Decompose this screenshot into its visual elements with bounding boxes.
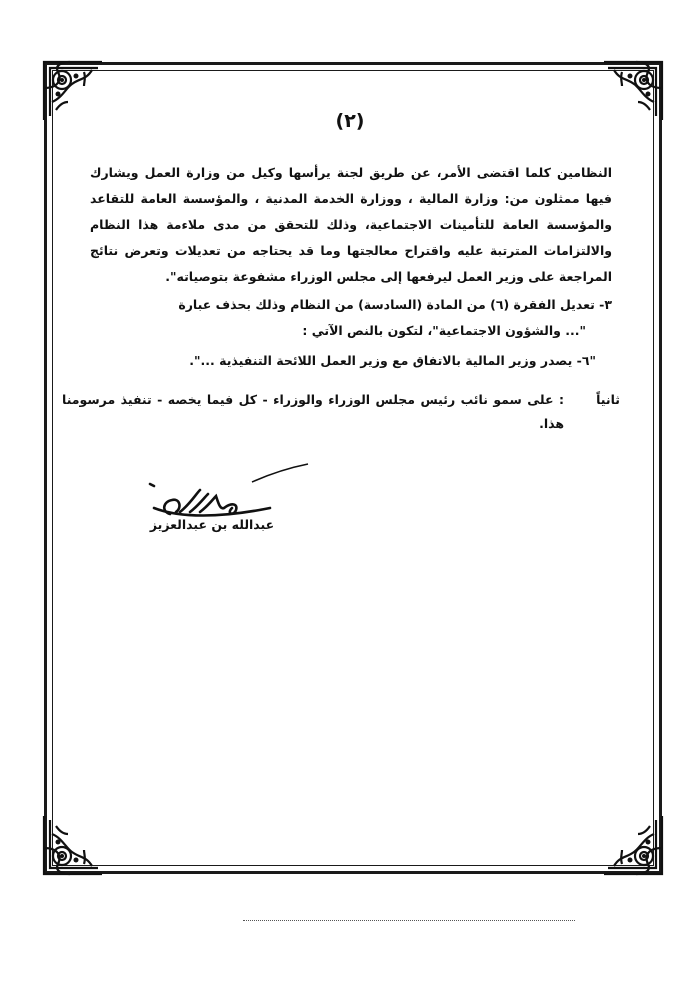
signer-name: عبدالله بن عبدالعزيز [149,517,275,532]
section-second-label: ثانياً [596,392,620,407]
decree-body [90,160,612,374]
item-3: ٣- تعديل الفقرة (٦) من المادة (السادسة) من النظام وذلك بحذف عبارة [178,297,612,312]
section-second-text: : على سمو نائب رئيس مجلس الوزراء والوزراء - كل فيما يخصه - تنفيذ مرسومنا هذا. [62,392,564,431]
item-3-continued: "... والشؤون الاجتماعية"، لتكون بالنص الآتي : [302,323,586,338]
ornament-corner-icon [600,812,666,878]
ornament-corner-icon [40,812,106,878]
paragraph-1: النظامين كلما اقتضى الأمر، عن طريق لجنة يرأسها وكيل من وزارة العمل ويشارك فيها ممثلون من: وزارة المالية ، ووزارة الخدمة المدنية ، والمؤسسة العامة للتقاعد والمؤسسة العامة للتأمينات الاجتماعية، وذلك للتحقق من مدى ملاءمة هذا النظام والالتزامات المترتبة عليه واقتراح معالجتها وما قد يحتاجه من تعديلات وتعرض نتائج المراجعة على وزير العمل ليرفعها إلى مجلس الوزراء مشفوعة بتوصياته". [90,165,612,284]
quote-paragraph-6: "٦- يصدر وزير المالية بالاتفاق مع وزير العمل اللائحة التنفيذية ...". [189,353,596,368]
page-number: (٢) [335,110,365,132]
section-second [60,388,620,436]
footer-divider [243,920,575,921]
